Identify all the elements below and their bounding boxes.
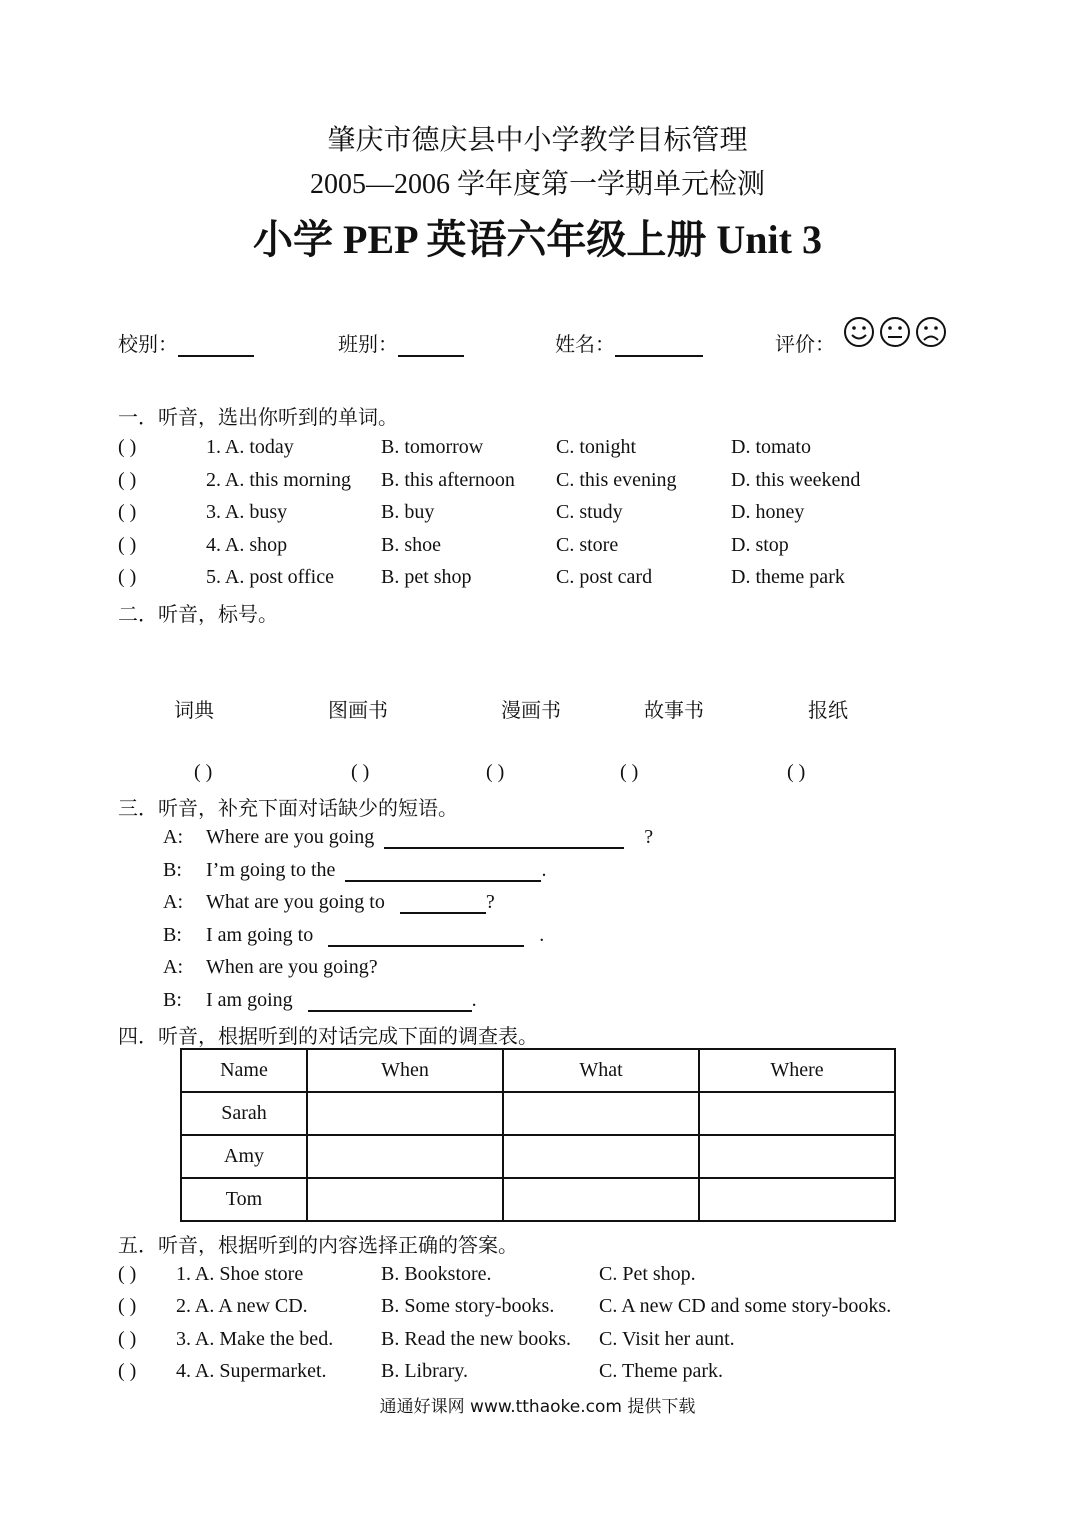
school-label: 校别：: [118, 332, 178, 356]
when-cell[interactable]: [307, 1135, 503, 1178]
table-row: [181, 1092, 895, 1135]
answer-paren[interactable]: ( ): [118, 1328, 137, 1350]
answer-paren[interactable]: ( ): [118, 501, 137, 523]
option-c: C. Visit her aunt.: [599, 1328, 735, 1350]
option-a: 2. A. A new CD.: [176, 1295, 308, 1317]
section-3-title: 三．听音，补充下面对话缺少的短语。: [118, 796, 458, 820]
word-story-book: 故事书: [644, 698, 704, 722]
option-c: C. A new CD and some story-books.: [599, 1295, 892, 1317]
option-b: B. buy: [381, 501, 435, 523]
dialogue-line: [163, 924, 545, 947]
name-field: [555, 328, 703, 357]
name-label: 姓名：: [555, 332, 615, 356]
option-d: D. theme park: [731, 566, 845, 588]
where-cell[interactable]: [699, 1178, 895, 1221]
option-b: B. Some story-books.: [381, 1295, 555, 1317]
label-paren[interactable]: ( ): [620, 761, 639, 783]
answer-blank[interactable]: [345, 860, 541, 882]
table-row: [181, 1178, 895, 1221]
answer-paren[interactable]: ( ): [118, 534, 137, 556]
label-paren[interactable]: ( ): [194, 761, 213, 783]
class-blank[interactable]: [398, 335, 464, 357]
option-a: 5. A. post office: [206, 566, 334, 588]
speaker: B:: [163, 924, 182, 946]
option-c: C. study: [556, 501, 623, 523]
option-d: D. tomato: [731, 436, 811, 458]
answer-blank[interactable]: [328, 925, 524, 947]
option-a: 3. A. busy: [206, 501, 288, 523]
class-label: 班别：: [338, 332, 398, 356]
dialogue-text: I’m going to the .: [206, 859, 547, 881]
answer-paren[interactable]: ( ): [118, 566, 137, 588]
option-a: 1. A. today: [206, 436, 294, 458]
option-a: 1. A. Shoe store: [176, 1263, 304, 1285]
dialogue-line: [163, 859, 547, 882]
option-c: C. post card: [556, 566, 653, 588]
neutral-face-icon[interactable]: [881, 318, 909, 346]
dialogue-text: What are you going to ?: [206, 891, 495, 913]
answer-paren[interactable]: ( ): [118, 1295, 137, 1317]
speaker: A:: [163, 891, 183, 913]
section-4-title: 四．听音，根据听到的对话完成下面的调查表。: [118, 1024, 538, 1048]
answer-paren[interactable]: ( ): [118, 469, 137, 491]
answer-blank[interactable]: [384, 827, 624, 849]
answer-blank[interactable]: [308, 990, 472, 1012]
section-1-title: 一．听音，选出你听到的单词。: [118, 405, 398, 429]
name-blank[interactable]: [615, 335, 703, 357]
rating-faces: [842, 315, 950, 356]
speaker: B:: [163, 859, 182, 881]
option-d: D. honey: [731, 501, 805, 523]
dialogue-line: [163, 826, 654, 849]
answer-paren[interactable]: ( ): [118, 436, 137, 458]
when-cell[interactable]: [307, 1178, 503, 1221]
option-b: B. Library.: [381, 1360, 469, 1382]
label-paren[interactable]: ( ): [351, 761, 370, 783]
speaker: A:: [163, 826, 183, 848]
row-name: Tom: [181, 1178, 307, 1221]
dialogue-text: Where are you going ?: [206, 826, 654, 848]
option-a: 3. A. Make the bed.: [176, 1328, 334, 1350]
speaker: B:: [163, 989, 182, 1011]
what-cell[interactable]: [503, 1092, 699, 1135]
class-field: [338, 328, 464, 357]
what-cell[interactable]: [503, 1135, 699, 1178]
option-a: 4. A. shop: [206, 534, 288, 556]
answer-paren[interactable]: ( ): [118, 1360, 137, 1382]
what-cell[interactable]: [503, 1178, 699, 1221]
option-b: B. this afternoon: [381, 469, 515, 491]
row-name: Amy: [181, 1135, 307, 1178]
school-blank[interactable]: [178, 335, 254, 357]
word-picture-book: 图画书: [328, 698, 388, 722]
section-5-title: 五．听音，根据听到的内容选择正确的答案。: [118, 1233, 518, 1257]
word-dictionary: 词典: [174, 698, 214, 722]
where-cell[interactable]: [699, 1135, 895, 1178]
label-paren[interactable]: ( ): [486, 761, 505, 783]
answer-blank[interactable]: [400, 892, 486, 914]
option-b: B. Bookstore.: [381, 1263, 492, 1285]
dialogue-text: When are you going?: [206, 956, 378, 978]
dialogue-line: [163, 891, 495, 914]
option-a: 2. A. this morning: [206, 469, 352, 491]
when-cell[interactable]: [307, 1092, 503, 1135]
word-newspaper: 报纸: [808, 698, 848, 722]
row-name: Sarah: [181, 1092, 307, 1135]
footer-credit: 通通好课网 www.tthaoke.com 提供下载: [379, 1397, 696, 1417]
option-c: C. Theme park.: [599, 1360, 724, 1382]
header-where: Where: [699, 1049, 895, 1092]
sad-face-icon[interactable]: [917, 318, 945, 346]
header-line-2: 2005—2006 学年度第一学期单元检测: [309, 169, 765, 200]
page-title: 小学 PEP 英语六年级上册 Unit 3: [253, 217, 822, 262]
dialogue-text: I am going to .: [206, 924, 545, 946]
option-c: C. store: [556, 534, 619, 556]
option-d: D. stop: [731, 534, 789, 556]
header-what: What: [503, 1049, 699, 1092]
table-row: [181, 1135, 895, 1178]
option-a: 4. A. Supermarket.: [176, 1360, 327, 1382]
option-b: B. tomorrow: [381, 436, 484, 458]
rating-label: 评价：: [775, 332, 835, 356]
answer-paren[interactable]: ( ): [118, 1263, 137, 1285]
header-when: When: [307, 1049, 503, 1092]
option-b: B. Read the new books.: [381, 1328, 571, 1350]
header-line-1: 肇庆市德庆县中小学教学目标管理: [327, 123, 748, 156]
option-c: C. this evening: [556, 469, 677, 491]
label-paren[interactable]: ( ): [787, 761, 806, 783]
where-cell[interactable]: [699, 1092, 895, 1135]
header-name: Name: [181, 1049, 307, 1092]
smile-face-icon[interactable]: [845, 318, 873, 346]
option-d: D. this weekend: [731, 469, 861, 491]
speaker: A:: [163, 956, 183, 978]
option-c: C. Pet shop.: [599, 1263, 696, 1285]
dialogue-text: I am going .: [206, 989, 477, 1011]
dialogue-line: [163, 989, 477, 1012]
survey-table: [180, 1048, 896, 1222]
option-b: B. pet shop: [381, 566, 472, 588]
option-c: C. tonight: [556, 436, 637, 458]
table-header-row: [181, 1049, 895, 1092]
word-comic-book: 漫画书: [501, 698, 561, 722]
dialogue-line: [163, 956, 378, 979]
school-field: [118, 328, 254, 357]
section-2-title: 二．听音，标号。: [118, 602, 278, 626]
option-b: B. shoe: [381, 534, 441, 556]
